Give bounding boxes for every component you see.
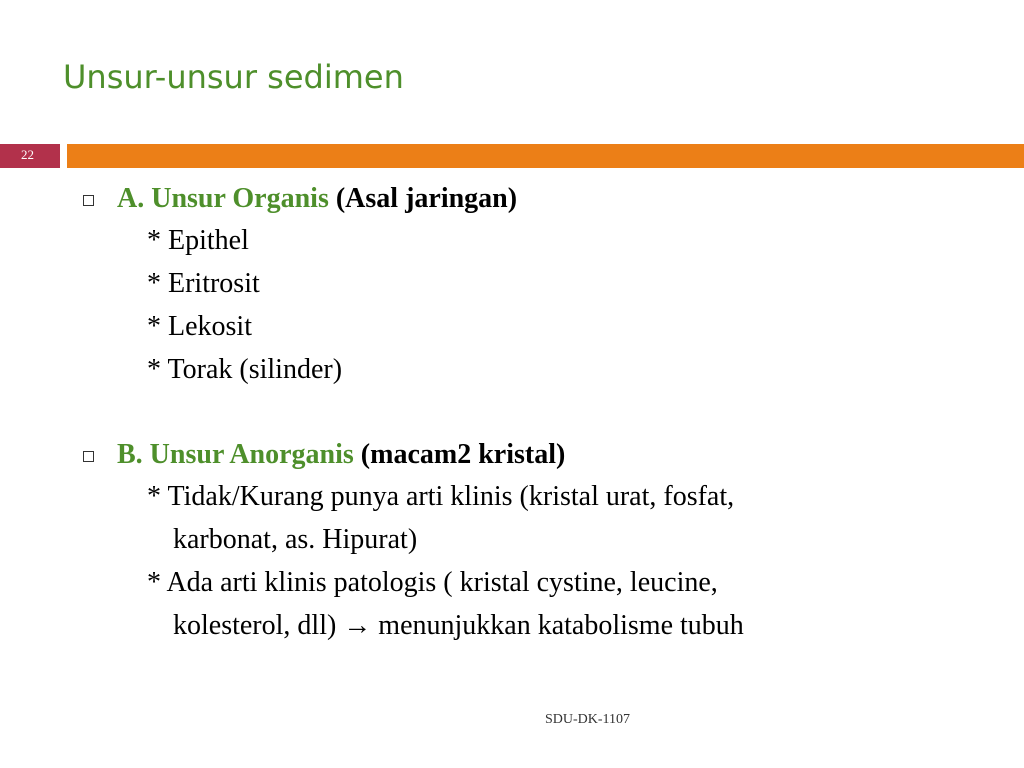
section-a-heading-row <box>117 183 517 215</box>
section-a-item: * Torak (silinder) <box>147 354 343 385</box>
slide-footer: SDU-DK-1107 <box>545 712 631 727</box>
section-b-item: * Tidak/Kurang punya arti klinis (kristal urat, fosfat, <box>147 481 735 512</box>
bullet-square-icon <box>83 195 94 206</box>
section-b-subheading: (macam2 kristal) <box>360 439 566 470</box>
section-a-subheading: (Asal jaringan) <box>335 183 518 214</box>
section-b-heading-row <box>117 439 565 471</box>
section-a-item: * Eritrosit <box>147 268 260 299</box>
section-b-item-continuation: karbonat, as. Hipurat) <box>173 524 418 555</box>
section-a-item: * Lekosit <box>147 311 252 342</box>
section-a-item: * Epithel <box>147 225 249 256</box>
section-a-heading: A. Unsur Organis <box>117 183 329 214</box>
bullet-square-icon <box>83 451 94 462</box>
section-b-item-continuation: kolesterol, dll) → menunjukkan katabolisme tubuh <box>173 610 744 641</box>
section-b-item: * Ada arti klinis patologis ( kristal cystine, leucine, <box>147 567 718 598</box>
slide-title: Unsur-unsur sedimen <box>63 58 404 96</box>
section-b-heading: B. Unsur Anorganis <box>117 439 354 470</box>
slide-number: 22 <box>21 147 34 162</box>
